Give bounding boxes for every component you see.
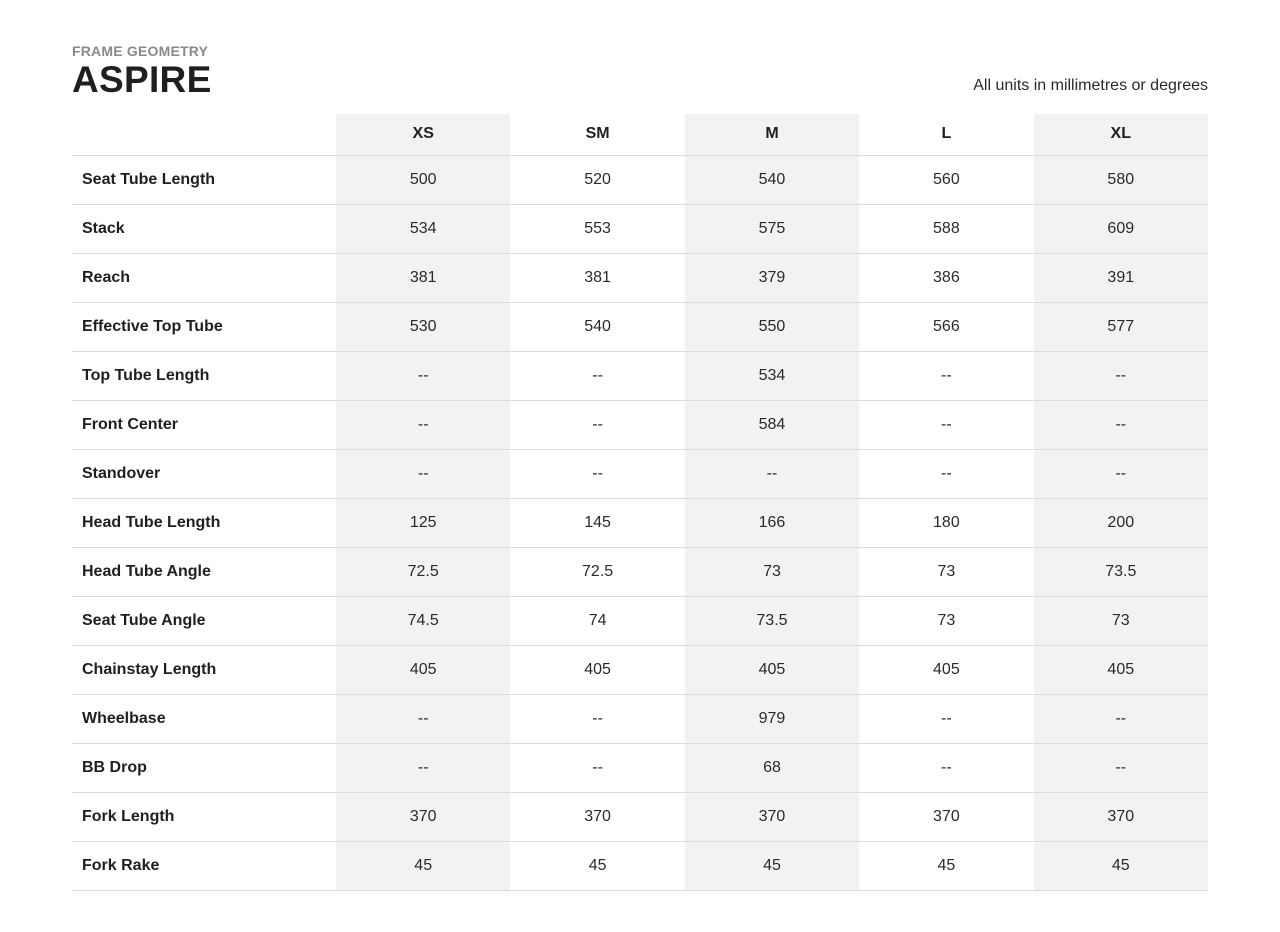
value-cell-xl: 73 xyxy=(1034,596,1208,645)
value-cell-l: -- xyxy=(859,351,1033,400)
value-cell-xl: 405 xyxy=(1034,645,1208,694)
section-eyebrow: FRAME GEOMETRY xyxy=(72,43,209,59)
value-cell-m: 575 xyxy=(685,204,859,253)
row-label: Seat Tube Angle xyxy=(72,596,336,645)
value-cell-xl: 580 xyxy=(1034,155,1208,204)
header-corner-cell xyxy=(72,114,336,155)
value-cell-xs: -- xyxy=(336,694,510,743)
value-cell-xl: 45 xyxy=(1034,841,1208,890)
value-cell-l: 45 xyxy=(859,841,1033,890)
value-cell-l: 386 xyxy=(859,253,1033,302)
page-title: ASPIRE xyxy=(72,59,212,100)
value-cell-xs: -- xyxy=(336,449,510,498)
row-label: Chainstay Length xyxy=(72,645,336,694)
table-row xyxy=(72,743,1208,792)
value-cell-xl: 73.5 xyxy=(1034,547,1208,596)
value-cell-m: 370 xyxy=(685,792,859,841)
value-cell-sm: -- xyxy=(510,694,684,743)
table-row xyxy=(72,155,1208,204)
value-cell-sm: -- xyxy=(510,400,684,449)
value-cell-xs: 370 xyxy=(336,792,510,841)
table-row xyxy=(72,400,1208,449)
value-cell-xs: 381 xyxy=(336,253,510,302)
value-cell-xl: 391 xyxy=(1034,253,1208,302)
value-cell-m: 166 xyxy=(685,498,859,547)
table-row xyxy=(72,253,1208,302)
geometry-page xyxy=(72,42,1208,891)
value-cell-xl: 609 xyxy=(1034,204,1208,253)
table-row xyxy=(72,694,1208,743)
value-cell-l: -- xyxy=(859,449,1033,498)
size-header-sm: SM xyxy=(510,114,684,155)
value-cell-l: -- xyxy=(859,743,1033,792)
value-cell-xl: -- xyxy=(1034,449,1208,498)
value-cell-l: 566 xyxy=(859,302,1033,351)
value-cell-m: 550 xyxy=(685,302,859,351)
value-cell-m: -- xyxy=(685,449,859,498)
value-cell-sm: 381 xyxy=(510,253,684,302)
value-cell-xl: -- xyxy=(1034,743,1208,792)
value-cell-sm: 145 xyxy=(510,498,684,547)
value-cell-xl: 200 xyxy=(1034,498,1208,547)
row-label: Seat Tube Length xyxy=(72,155,336,204)
table-row xyxy=(72,596,1208,645)
value-cell-m: 979 xyxy=(685,694,859,743)
value-cell-xs: -- xyxy=(336,351,510,400)
value-cell-sm: 72.5 xyxy=(510,547,684,596)
value-cell-m: 73.5 xyxy=(685,596,859,645)
value-cell-xs: 405 xyxy=(336,645,510,694)
table-row xyxy=(72,792,1208,841)
value-cell-sm: -- xyxy=(510,351,684,400)
value-cell-m: 584 xyxy=(685,400,859,449)
value-cell-sm: 405 xyxy=(510,645,684,694)
value-cell-xl: -- xyxy=(1034,694,1208,743)
value-cell-sm: 45 xyxy=(510,841,684,890)
row-label: Stack xyxy=(72,204,336,253)
value-cell-m: 73 xyxy=(685,547,859,596)
value-cell-xs: 74.5 xyxy=(336,596,510,645)
units-note: All units in millimetres or degrees xyxy=(973,77,1208,94)
row-label: Front Center xyxy=(72,400,336,449)
value-cell-sm: 540 xyxy=(510,302,684,351)
value-cell-sm: 520 xyxy=(510,155,684,204)
row-label: Standover xyxy=(72,449,336,498)
value-cell-l: 405 xyxy=(859,645,1033,694)
value-cell-xs: 500 xyxy=(336,155,510,204)
value-cell-l: 370 xyxy=(859,792,1033,841)
value-cell-xs: 530 xyxy=(336,302,510,351)
row-label: Head Tube Length xyxy=(72,498,336,547)
row-label: Fork Length xyxy=(72,792,336,841)
row-label: Fork Rake xyxy=(72,841,336,890)
table-header xyxy=(72,114,1208,155)
value-cell-sm: 74 xyxy=(510,596,684,645)
value-cell-xl: -- xyxy=(1034,351,1208,400)
value-cell-m: 534 xyxy=(685,351,859,400)
row-label: BB Drop xyxy=(72,743,336,792)
value-cell-sm: 370 xyxy=(510,792,684,841)
value-cell-l: 180 xyxy=(859,498,1033,547)
size-header-xs: XS xyxy=(336,114,510,155)
size-header-xl: XL xyxy=(1034,114,1208,155)
value-cell-xs: -- xyxy=(336,400,510,449)
value-cell-l: 560 xyxy=(859,155,1033,204)
value-cell-l: 588 xyxy=(859,204,1033,253)
table-row xyxy=(72,841,1208,890)
value-cell-xs: 125 xyxy=(336,498,510,547)
header-row xyxy=(72,114,1208,155)
value-cell-sm: -- xyxy=(510,743,684,792)
value-cell-m: 45 xyxy=(685,841,859,890)
value-cell-m: 68 xyxy=(685,743,859,792)
row-label: Reach xyxy=(72,253,336,302)
table-row xyxy=(72,204,1208,253)
value-cell-m: 405 xyxy=(685,645,859,694)
table-row xyxy=(72,351,1208,400)
row-label: Top Tube Length xyxy=(72,351,336,400)
value-cell-l: -- xyxy=(859,400,1033,449)
value-cell-xl: 370 xyxy=(1034,792,1208,841)
table-row xyxy=(72,302,1208,351)
page-header xyxy=(72,42,1208,114)
table-row xyxy=(72,645,1208,694)
row-label: Wheelbase xyxy=(72,694,336,743)
size-header-l: L xyxy=(859,114,1033,155)
row-label: Effective Top Tube xyxy=(72,302,336,351)
table-row xyxy=(72,449,1208,498)
value-cell-sm: 553 xyxy=(510,204,684,253)
value-cell-xs: 72.5 xyxy=(336,547,510,596)
table-body xyxy=(72,155,1208,890)
table-row xyxy=(72,547,1208,596)
value-cell-xl: -- xyxy=(1034,400,1208,449)
row-label: Head Tube Angle xyxy=(72,547,336,596)
value-cell-l: -- xyxy=(859,694,1033,743)
value-cell-xs: 534 xyxy=(336,204,510,253)
value-cell-m: 379 xyxy=(685,253,859,302)
value-cell-xs: -- xyxy=(336,743,510,792)
value-cell-sm: -- xyxy=(510,449,684,498)
table-row xyxy=(72,498,1208,547)
geometry-table xyxy=(72,114,1208,891)
value-cell-xl: 577 xyxy=(1034,302,1208,351)
size-header-m: M xyxy=(685,114,859,155)
value-cell-l: 73 xyxy=(859,596,1033,645)
value-cell-xs: 45 xyxy=(336,841,510,890)
value-cell-l: 73 xyxy=(859,547,1033,596)
value-cell-m: 540 xyxy=(685,155,859,204)
